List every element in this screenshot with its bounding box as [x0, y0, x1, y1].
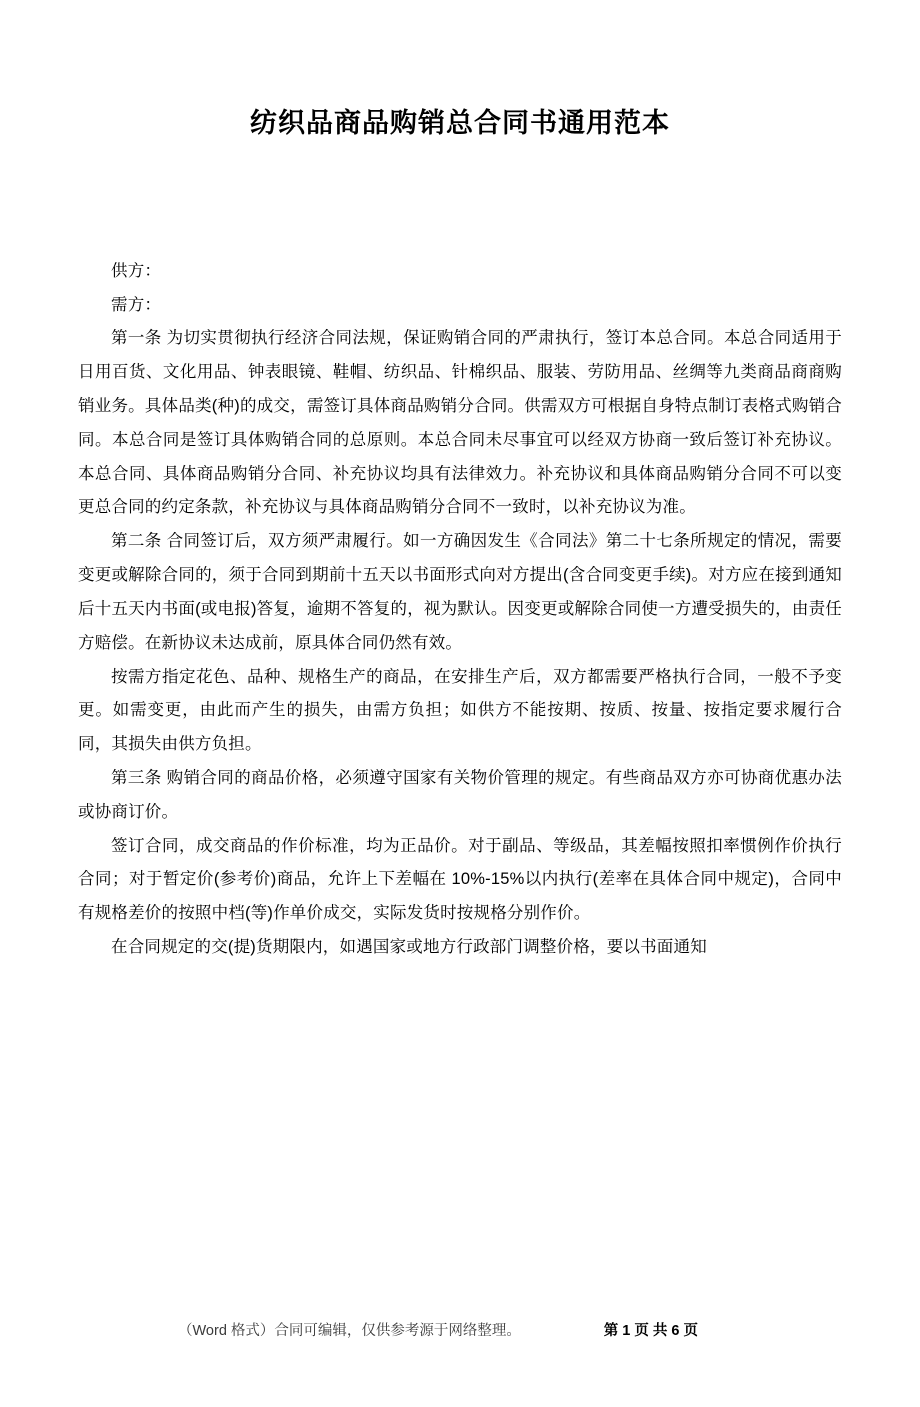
- footer-note: （Word 格式）合同可编辑，仅供参考源于网络整理。: [178, 1323, 521, 1339]
- footer-page-number: [604, 1319, 698, 1340]
- paragraph-article-3: 第三条 购销合同的商品价格，必须遵守国家有关物价管理的规定。有些商品双方亦可协商优惠办法或协商订价。: [78, 768, 842, 821]
- page-title: 纺织品商品购销总合同书通用范本: [250, 108, 670, 138]
- footer-page-prefix: 第: [603, 1323, 619, 1339]
- paragraph-pricing-standard: 签订合同，成交商品的作价标准，均为正品价。对于副品、等级品，其差幅按照扣率惯例作价执行合同；对于暂定价(参考价)商品，允许上下差幅在 10%-15%以内执行(差率在具体合同中规定)，合同中有规格差价的按照中档(等)作单价成交，实际发货时按规格分别作价。: [78, 836, 842, 923]
- document-page: [0, 105, 920, 1407]
- paragraph-supplier: 供方：: [111, 261, 162, 280]
- document-body: [78, 255, 842, 965]
- paragraph-buyer: 需方：: [111, 295, 162, 314]
- footer-page-total: 6: [671, 1323, 680, 1339]
- paragraph-production-change: 按需方指定花色、品种、规格生产的商品，在安排生产后，双方都需要严格执行合同，一般不予变更。如需变更，由此而产生的损失，由需方负担；如供方不能按期、按质、按量、按指定要求履行合同，其损失由供方负担。: [78, 667, 842, 754]
- page-footer: [78, 1319, 842, 1341]
- paragraph-delivery-price-adjust: 在合同规定的交(提)货期限内，如遇国家或地方行政部门调整价格，要以书面通知: [111, 938, 707, 957]
- footer-page-suffix: 页: [683, 1323, 698, 1339]
- paragraph-article-2: 第二条 合同签订后，双方须严肃履行。如一方确因发生《合同法》第二十七条所规定的情况，需要变更或解除合同的，须于合同到期前十五天以书面形式向对方提出(含合同变更手续)。对方应在接到通知后十五天内书面(或电报)答复，逾期不答复的，视为默认。因变更或解除合同使一方遭受损失的，由责任方赔偿。在新协议未达成前，原具体合同仍然有效。: [78, 532, 842, 652]
- footer-page-middle: 页 共: [634, 1323, 668, 1339]
- paragraph-article-1: 第一条 为切实贯彻执行经济合同法规，保证购销合同的严肃执行，签订本总合同。本总合同适用于日用百货、文化用品、钟表眼镜、鞋帽、纺织品、针棉织品、服装、劳防用品、丝绸等九类商品商商购销业务。具体品类(种)的成交，需签订具体商品购销分合同。供需双方可根据自身特点制订表格式购销合同。本总合同是签订具体购销合同的总原则。本总合同未尽事宜可以经双方协商一致后签订补充协议。本总合同、具体商品购销分合同、补充协议均具有法律效力。补充协议和具体商品购销分合同不可以变更总合同的约定条款，补充协议与具体商品购销分合同不一致时，以补充协议为准。: [78, 329, 842, 517]
- footer-page-current: 1: [622, 1323, 631, 1339]
